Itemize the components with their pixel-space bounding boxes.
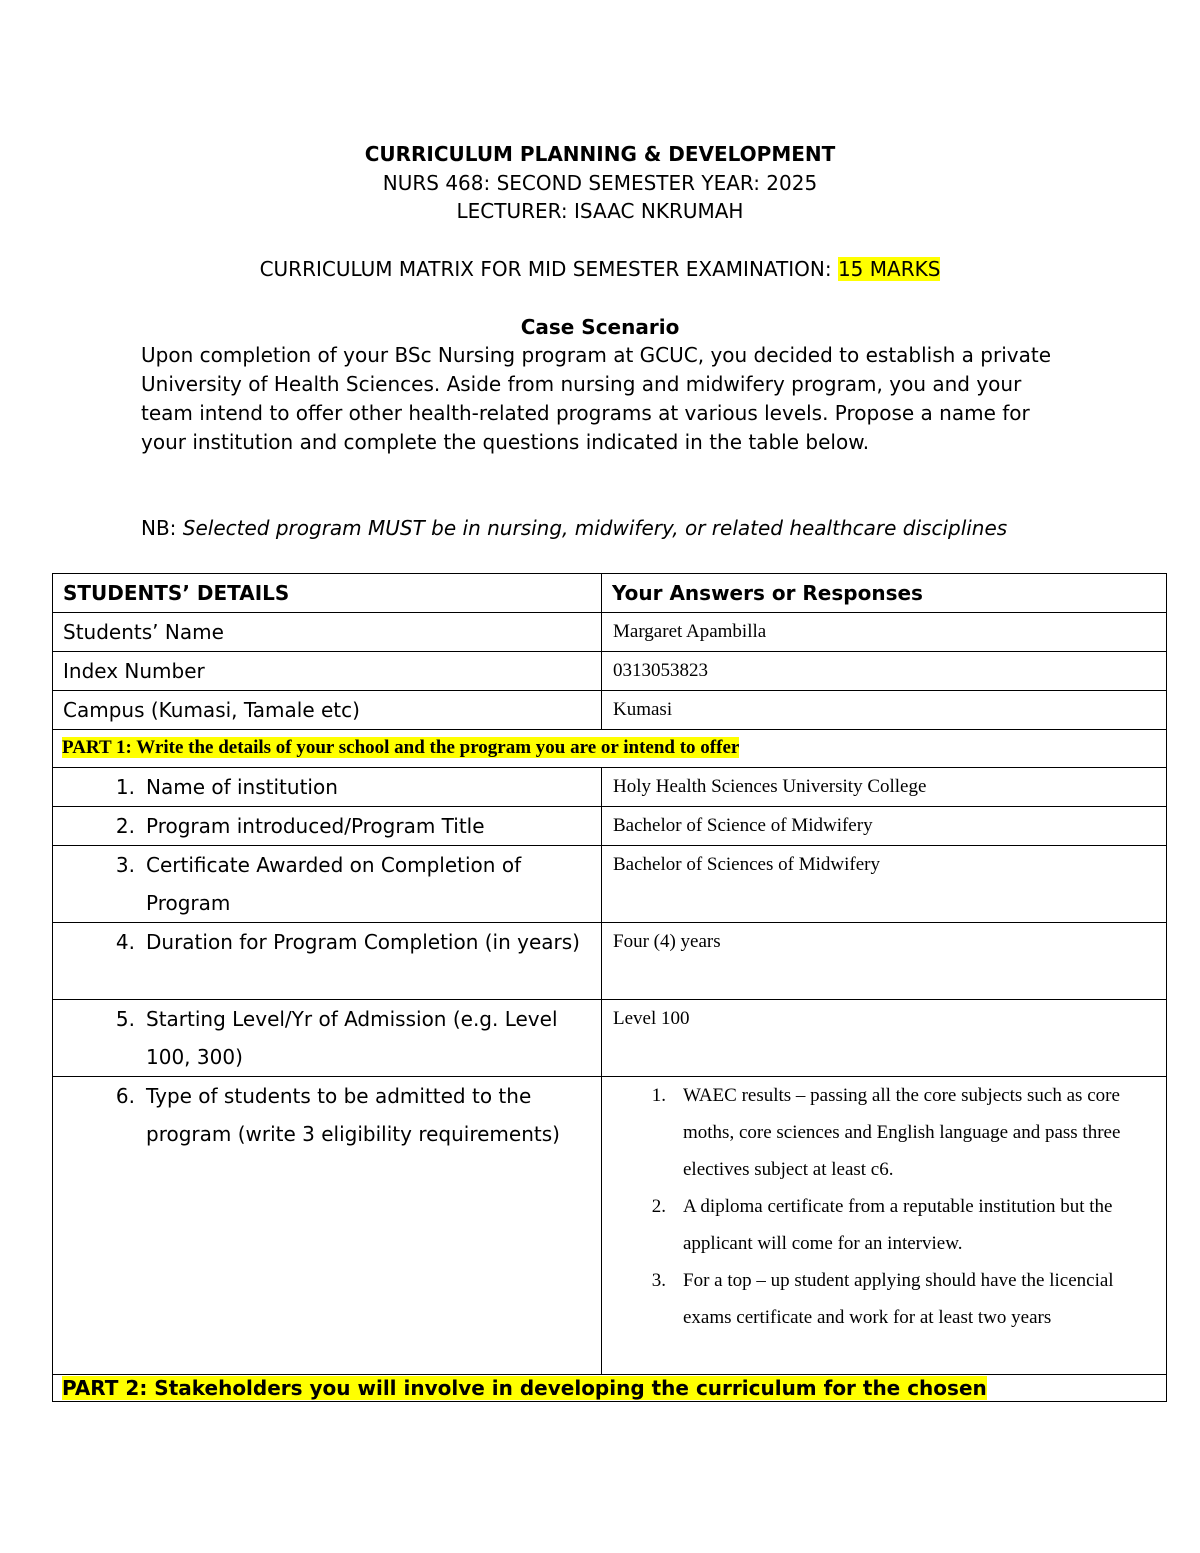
question-number: 4. <box>115 930 135 954</box>
question-answer: Level 100 <box>613 1008 690 1029</box>
list-item: 2. A diploma certificate from a reputable institution but the applicant will come for an interview. <box>651 1196 1113 1254</box>
index-number-value: 0313053823 <box>613 660 708 681</box>
nb-text: Selected program MUST be in nursing, midwifery, or related healthcare disciplines <box>182 516 1008 540</box>
question-answer: Four (4) years <box>613 931 721 952</box>
document-title: CURRICULUM PLANNING & DEVELOPMENT <box>364 142 836 166</box>
question-answer: Bachelor of Sciences of Midwifery <box>613 854 880 875</box>
header-cell-answers: Your Answers or Responses <box>602 574 1167 613</box>
table-row <box>53 613 1167 652</box>
list-item: 1. WAEC results – passing all the core subjects such as core moths, core sciences and English language and pass three electives subject at least c6. <box>651 1085 1121 1180</box>
lecturer-line: LECTURER: ISAAC NKRUMAH <box>456 199 744 223</box>
index-number-label: Index Number <box>63 659 205 683</box>
table-row <box>53 768 1167 807</box>
question-label: Type of students to be admitted to the program (write 3 eligibility requirements) <box>146 1084 560 1146</box>
question-answer: Bachelor of Science of Midwifery <box>613 815 873 836</box>
question-label: Name of institution <box>146 775 338 799</box>
case-scenario-title: Case Scenario <box>520 315 680 339</box>
question-number: 2. <box>115 814 135 838</box>
table-header-row <box>53 574 1167 613</box>
table-row <box>53 1077 1167 1375</box>
question-number: 5. <box>115 1007 135 1031</box>
students-name-label: Students’ Name <box>63 620 224 644</box>
question-label: Starting Level/Yr of Admission (e.g. Level 100, 300) <box>146 1007 558 1069</box>
question-number: 1. <box>115 775 135 799</box>
header-cell-details: STUDENTS’ DETAILS <box>53 574 602 613</box>
table-row <box>53 923 1167 1000</box>
students-name-value: Margaret Apambilla <box>613 621 767 642</box>
list-item: 3. For a top – up student applying should have the licencial exams certificate and work for at least two years <box>651 1270 1114 1328</box>
part2-heading-row <box>53 1375 1167 1402</box>
case-scenario-text: Upon completion of your BSc Nursing program at GCUC, you decided to establish a private University of Health Sciences. Aside from nursing and midwifery program, you and your team intend to offer other health-related programs at various levels. Propose a name for your institution and complete the questions indicated in the table below. <box>141 343 1052 454</box>
nb-note <box>141 514 1061 543</box>
question-number: 6. <box>115 1084 135 1108</box>
question-label: Duration for Program Completion (in years) <box>146 930 580 954</box>
table-row <box>53 807 1167 846</box>
course-line: NURS 468: SECOND SEMESTER YEAR: 2025 <box>382 171 818 195</box>
part2-heading: PART 2: Stakeholders you will involve in developing the curriculum for the chosen <box>62 1376 987 1400</box>
nb-label: NB: <box>141 516 177 540</box>
table-row <box>53 846 1167 923</box>
campus-value: Kumasi <box>613 699 673 720</box>
question-answer: Holy Health Sciences University College <box>613 776 927 797</box>
matrix-text: CURRICULUM MATRIX FOR MID SEMESTER EXAMINATION: <box>259 257 832 281</box>
question-number: 3. <box>115 853 135 877</box>
matrix-line <box>0 255 1200 283</box>
table-row <box>53 691 1167 730</box>
campus-label: Campus (Kumasi, Tamale etc) <box>63 698 360 722</box>
part1-heading-row <box>53 730 1167 768</box>
table-row <box>53 652 1167 691</box>
question-label: Certificate Awarded on Completion of Program <box>146 853 522 915</box>
requirements-cell <box>602 1077 1167 1375</box>
part1-heading: PART 1: Write the details of your school and the program you are or intend to offer <box>62 737 740 758</box>
question-label: Program introduced/Program Title <box>146 814 485 838</box>
curriculum-matrix-table <box>52 573 1167 1402</box>
marks-highlight: 15 MARKS <box>837 257 941 281</box>
table-row <box>53 1000 1167 1077</box>
